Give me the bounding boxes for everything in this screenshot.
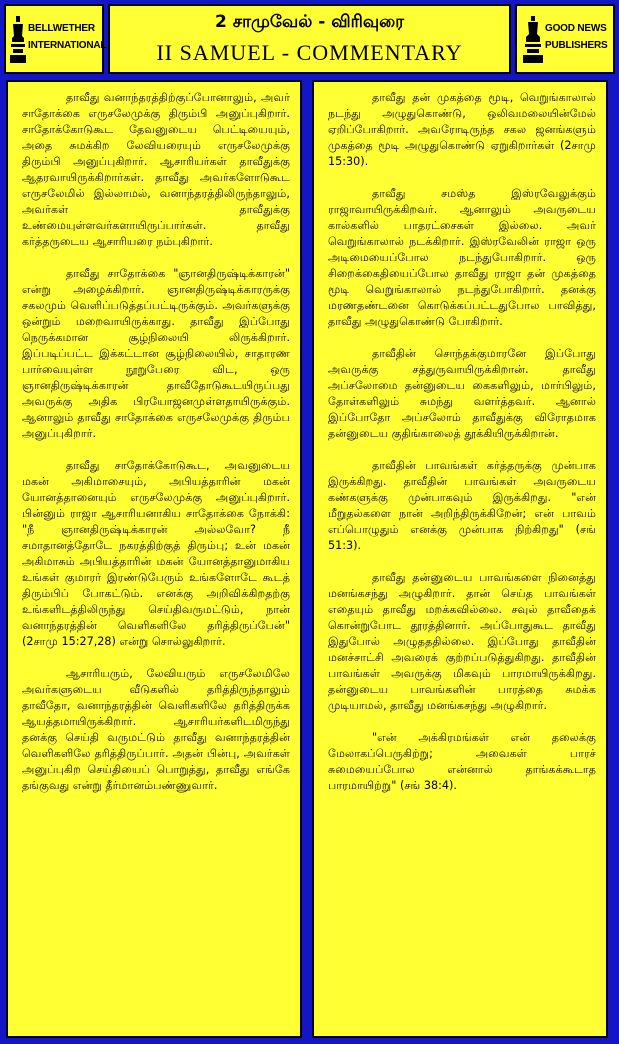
logo-left-line2: INTERNATIONAL bbox=[28, 40, 107, 51]
logo-right-line1: GOOD NEWS bbox=[545, 23, 607, 34]
page-header bbox=[4, 4, 615, 74]
paragraph: தாவீதின் பாவங்கள் கர்த்தருக்கு முன்பாக இருக்கிறது. தாவீதின் பாவங்கள் அவருடைய கண்களுக்கு முன்பாகவும் இருக்கிறது. "என் மீறுதல்களை நான் அறிந்திருக்கிறேன்; என் பாவம் எப்பொழுதும் எனக்கு முன்பாக நிற்கிறது" (சங் 51:3). bbox=[328, 459, 596, 552]
right-column bbox=[312, 80, 608, 1038]
title-tamil: 2 சாமுவேல் - விரிவுரை bbox=[215, 12, 404, 32]
paragraph: தாவீது சாதோக்கை "ஞானதிருஷ்டிக்காரன்" என்று அழைக்கிறார். ஞானதிருஷ்டிக்காரருக்கு சகலமும் வெளிப்படுத்தப்பட்டிருக்கும். அவர்களுக்கு ஒன்றும் மறைவாயிருக்காது. தாவீது இப்போது நெருக்கமான சூழ்நிலையி லிருக்கிறார். இப்படிப்பட்ட இக்கட்டான சூழ்நிலையில், சாதாரண பார்வையுள்ள நூறுபேரை விட, ஒரு ஞானதிருஷ்டிக்காரன் தாவீதோடுகூடயிருப்பது அவருக்கு அதிக பிரயோஜனமுள்ளதாயிருக்கும். ஆனாலும் தாவீது சாதோக்கை எருசலேமுக்கு திரும்ப அனுப்புகிறார். bbox=[22, 267, 290, 440]
paragraph: "என் அக்கிரமங்கள் என் தலைக்கு மேலாகப்பெருகிற்று; அவைகள் பாரச் சுமையைப்போல என்னால் தாங்கக்கூடாத பாரமாயிற்று" (சங் 38:4). bbox=[328, 731, 596, 792]
logo-right-line2: PUBLISHERS bbox=[545, 40, 608, 51]
paragraph: தாவீது தன்னுடைய பாவங்களை நினைத்து மனங்கசந்து அழுகிறார். தான் செய்த பாவங்கள் எதையும் தாவீது மறக்கவில்லை. சவுல் தாவீதைக் கொன்றுபோட தூரத்தினார். அப்போதுகூட தாவீது இதுபோல் அழுதததில்லை. இப்போது தாவீதின் மனச்சாட்சி அவரைக் குற்றப்படுத்துகிறது. தாவீதின் பாவங்கள் அவருக்கு மிகவும் பாரமாயிருக்கிறது. தன்னுடைய பாவங்களின் பாரத்தை சுமக்க முடியாமல், தாவீது மனங்கசந்து அழுகிறார். bbox=[328, 571, 596, 712]
left-column bbox=[6, 80, 302, 1038]
paragraph: தாவீது சாதோக்கோடுகூட, அவனுடைய மகன் அகிமாசையும், அபியத்தாரின் மகன் யோனத்தானையும் எருசலேமுக்கு அனுப்புகிறார். பின்னும் ராஜா ஆசாரியனாகிய சாதோக்கை நோக்கி: "நீ ஞானதிருஷ்டிக்காரன் அல்லவோ? நீ சமாதானத்தோடே நகரத்திற்குத் திரும்பு; உன் மகன் அகிமாசும் அபியத்தாரின் மகன் யோனத்தானுமாகிய உங்கள் குமாரர் இரண்டுபேரும் உங்களோடே கூடத் திரும்பிப் போகட்டும். எனக்கு அறிவிக்கிறதற்கு உங்களிடத்திலிருந்து செய்திவருமட்டும், நான் வனாந்தரத்தின் வெளிகளிலே தரித்திருப்பேன்" (2சாமு 15:27,28) என்று சொல்லுகிறார். bbox=[22, 459, 290, 648]
title-english: II SAMUEL - COMMENTARY bbox=[156, 40, 463, 65]
tower-icon bbox=[523, 16, 543, 64]
title-box bbox=[108, 4, 511, 74]
paragraph: ஆசாரியரும், லேவியரும் எருசலேமிலே அவர்களுடைய வீடுகளில் தரித்திருந்தாலும் தாவீதோ, வனாந்தரத்தின் வெளிகளிலே தரித்திருக்க ஆயத்தமாயிருக்கிறார். ஆசாரியர்களிடமிருந்து தனக்கு செய்தி வருமட்டும் தாவீது வனாந்தரத்தின் வெளிகளிலே தரித்திருப்பார். அதன் பின்பு, அவர்கள் அனுப்புகிற செய்தியைப் பொறுத்து, தாவீது எங்கே தங்குவது என்று தீர்மானம்பண்ணுவார். bbox=[22, 667, 290, 792]
paragraph: தாவீதின் சொந்தக்குமாரனே இப்போது அவருக்கு சத்துருவாயிருக்கிறான். தாவீது அப்சலோமை தன்னுடைய கைகளிலும், மார்பிலும், தோள்களிலும் சுமந்து வளர்த்தவர். ஆனால் இப்போதோ அப்சலோம் தாவீதுக்கு விரோதமாக தன்னுடைய குதிங்காலைத் தூக்கியிருக்கிறான். bbox=[328, 347, 596, 440]
paragraph: தாவீது வனாந்தரத்திற்குப்போனாலும், அவர் சாதோக்கை எருசலேமுக்கு திரும்பி அனுப்புகிறார். சாதோக்கோடுகூட தேவனுடைய பெட்டியையும், அதை சுமக்கிற லேவியரையும் எருசலேமுக்கு திரும்பி அனுப்புகிறார். ஆசாரியர்கள் தாவீதுக்கு ஆதரவாயிருக்கிறார்கள். தாவீது அவர்களோடுகூட எருசலேமில் இல்லாமல், வனாந்தரத்திலிருந்தாலும், அவர்கள் தாவீதுக்கு உண்மையுள்ளவர்களாயிருப்பார்கள். தாவீது கர்த்தருடைய ஆசாரியரை நம்புகிறார். bbox=[22, 91, 290, 248]
logo-left-line1: BELLWETHER bbox=[28, 23, 95, 34]
bellwether-logo bbox=[4, 4, 107, 74]
bell-tower-icon bbox=[10, 16, 26, 64]
good-news-logo bbox=[515, 4, 615, 74]
paragraph: தாவீது சமஸ்த இஸ்ரவேலுக்கும் ராஜாவாயிருக்கிறவர். ஆனாலும் அவருடைய கால்களில் பாதரட்சைகள் இல்லை. அவர் வெறுங்காலால் நடக்கிறார். இஸ்ரவேலின் ராஜா ஒரு அடிமையைப்போல நடந்துபோகிறார். ஒரு சிறைக்கைதியைப்போல தாவீது ராஜா தன் முகத்தை மூடி வெறுங்காலால் நடந்துபோகிறார். தனக்கு மரணதண்டனை கொடுக்கப்பட்டதுபோல பாவித்து, தாவீது அழுதுகொண்டு போகிறார். bbox=[328, 187, 596, 328]
paragraph: தாவீது தன் முகத்தை மூடி, வெறுங்காலால் நடந்து அழுதுகொண்டு, ஒலிவமலையின்மேல் ஏறிப்போகிறார். அவரோடிருந்த சகல ஜனங்களும் முகத்தை மூடி அழுதுகொண்டு ஏறுகிறார்கள் (2சாமு 15:30). bbox=[328, 91, 596, 168]
